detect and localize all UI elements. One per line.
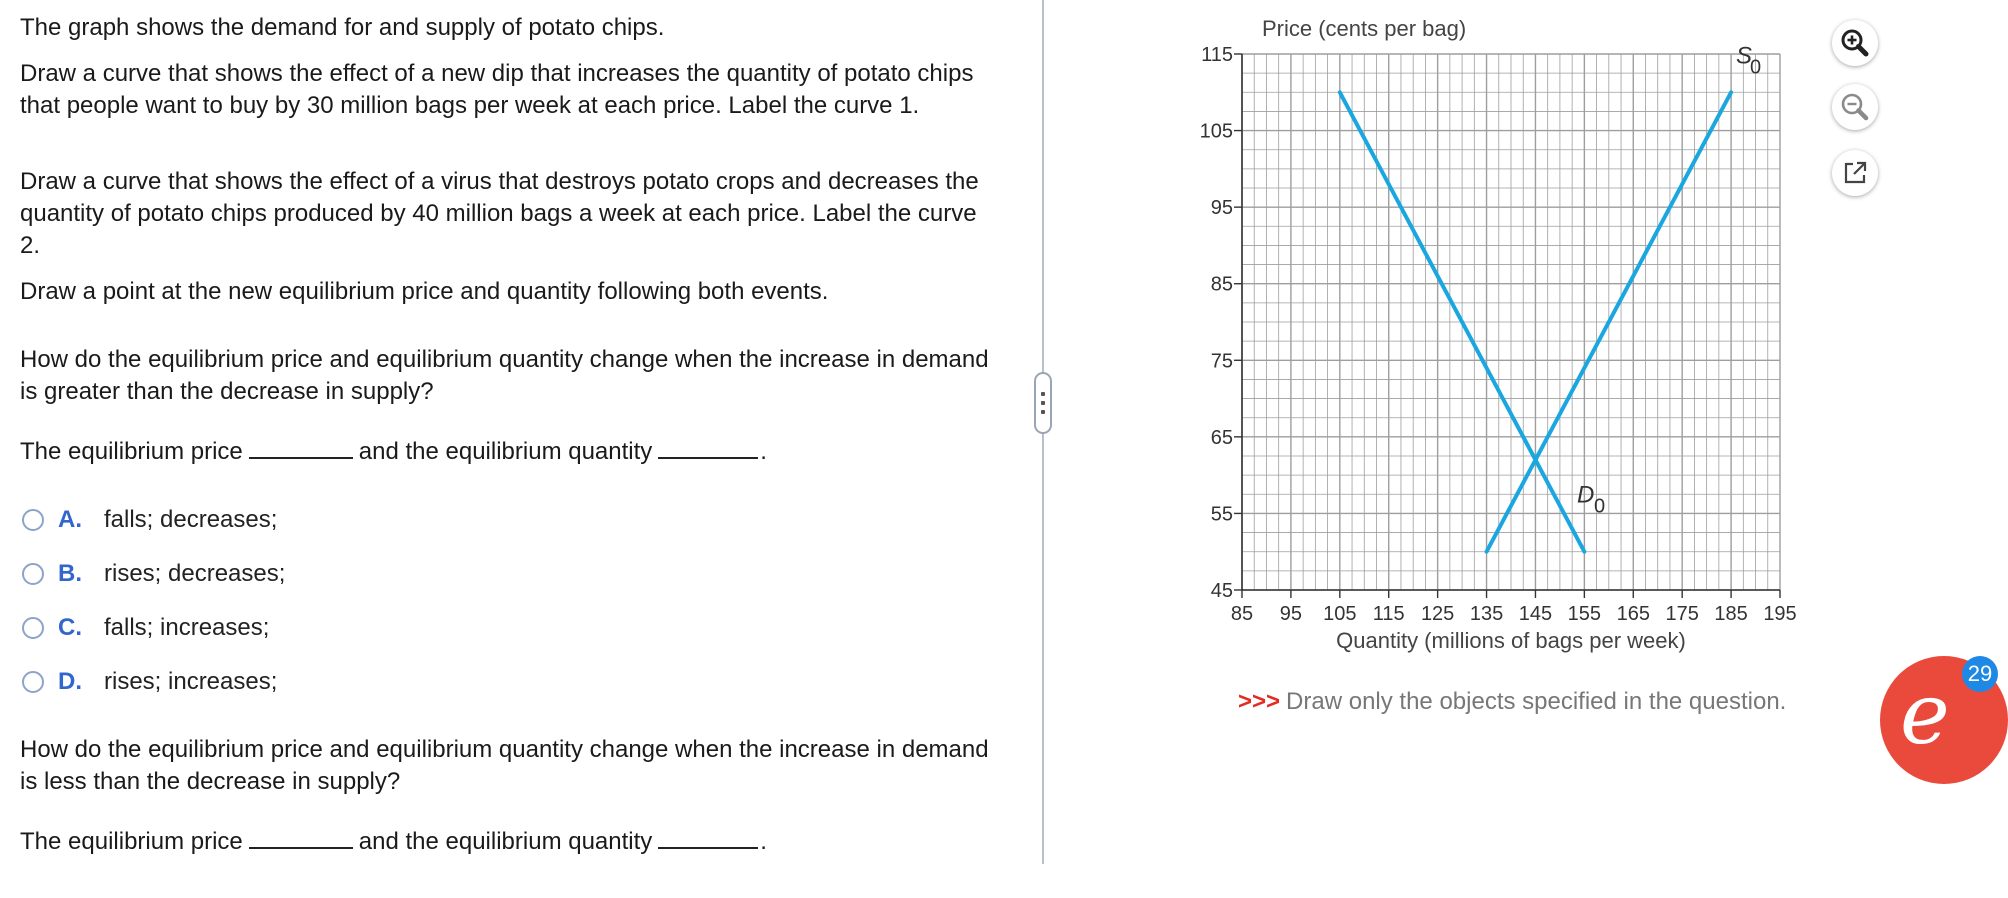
option-a-letter: A. xyxy=(58,506,82,533)
price-blank xyxy=(249,437,353,459)
fill-in-sentence-2 xyxy=(20,826,1010,858)
y-axis-title: Price (cents per bag) xyxy=(1262,16,1467,41)
x-tick-label: 105 xyxy=(1323,603,1357,625)
option-d-letter: D. xyxy=(58,668,82,695)
instruction-note xyxy=(1238,688,1786,716)
fill-text-end: . xyxy=(760,438,767,465)
fill-in-sentence-1 xyxy=(20,436,1010,468)
popout-icon xyxy=(1841,159,1869,187)
x-tick-label: 175 xyxy=(1665,603,1699,625)
task-2-text: Draw a curve that shows the effect of a virus that destroys potato crops and decreases the quantity of potato chips produced by 40 million bags a week at each price. Label the curve 2. xyxy=(20,168,979,259)
notification-count: 29 xyxy=(1962,656,1998,692)
resize-handle[interactable] xyxy=(1034,372,1052,434)
option-c-letter: C. xyxy=(58,614,82,641)
quantity-blank xyxy=(658,437,758,459)
option-b-label: rises; decreases; xyxy=(104,560,286,587)
x-axis-title: Quantity (millions of bags per week) xyxy=(1336,628,1686,653)
option-c-label: falls; increases; xyxy=(104,614,270,641)
x-tick-label: 115 xyxy=(1372,603,1405,625)
price-blank-2 xyxy=(249,827,353,849)
x-tick-label: 185 xyxy=(1714,603,1748,625)
supply-curve-subscript: 0 xyxy=(1749,56,1762,79)
y-tick-label: 55 xyxy=(1210,503,1233,526)
supply-curve-label: S xyxy=(1735,42,1752,70)
handle-dot xyxy=(1041,401,1045,405)
fill-text-price-2: The equilibrium price xyxy=(20,828,243,855)
option-a[interactable] xyxy=(22,502,277,538)
quantity-blank-2 xyxy=(658,827,758,849)
question-2-text: How do the equilibrium price and equilibrium quantity change when the increase in demand is less than the decrease in supply? xyxy=(20,736,989,795)
y-tick-label: 65 xyxy=(1210,426,1233,449)
handle-dot xyxy=(1041,410,1045,414)
y-tick-label: 45 xyxy=(1210,580,1233,602)
radio-button-b[interactable] xyxy=(22,563,44,585)
demand-curve-label: D xyxy=(1577,481,1595,509)
y-tick-label: 75 xyxy=(1210,350,1233,373)
zoom-in-button[interactable] xyxy=(1832,20,1878,66)
intro-text: The graph shows the demand for and supply of potato chips. xyxy=(20,14,665,41)
task-3-text: Draw a point at the new equilibrium price and quantity following both events. xyxy=(20,278,829,305)
option-a-label: falls; decreases; xyxy=(104,506,278,533)
zoom-out-icon xyxy=(1839,91,1871,123)
radio-button-a[interactable] xyxy=(22,509,44,531)
option-b-letter: B. xyxy=(58,560,82,587)
x-tick-label: 85 xyxy=(1230,603,1254,625)
zoom-in-icon xyxy=(1839,27,1871,59)
option-d[interactable] xyxy=(22,664,277,700)
supply-demand-graph[interactable] xyxy=(1180,0,1820,660)
x-tick-label: 135 xyxy=(1469,603,1504,625)
y-tick-label: 95 xyxy=(1210,197,1233,220)
radio-button-d[interactable] xyxy=(22,671,44,693)
demand-curve-subscript: 0 xyxy=(1594,495,1606,518)
y-tick-label: 105 xyxy=(1199,120,1233,143)
assistant-logo-icon: e xyxy=(1900,665,1950,763)
x-tick-label: 125 xyxy=(1420,603,1455,625)
option-b[interactable] xyxy=(22,556,285,592)
question-1-text: How do the equilibrium price and equilibrium quantity change when the increase in demand is greater than the decrease in supply? xyxy=(20,346,989,405)
zoom-out-button[interactable] xyxy=(1832,84,1878,130)
option-c[interactable] xyxy=(22,610,269,646)
y-tick-label: 85 xyxy=(1210,273,1233,296)
note-text: Draw only the objects specified in the question. xyxy=(1286,688,1787,715)
handle-dot xyxy=(1041,392,1045,396)
note-arrows: >>> xyxy=(1238,688,1281,715)
x-tick-label: 165 xyxy=(1616,603,1650,625)
radio-button-c[interactable] xyxy=(22,617,44,639)
fill-text-quantity: and the equilibrium quantity xyxy=(358,438,653,465)
x-tick-label: 95 xyxy=(1279,603,1303,625)
option-d-label: rises; increases; xyxy=(104,668,278,695)
x-tick-label: 155 xyxy=(1567,603,1602,625)
y-tick-label: 115 xyxy=(1201,44,1233,66)
popout-button[interactable] xyxy=(1832,150,1878,196)
x-tick-label: 195 xyxy=(1763,603,1797,625)
fill-text-end-2: . xyxy=(760,828,767,855)
fill-text-quantity-2: and the equilibrium quantity xyxy=(358,828,653,855)
fill-text-price: The equilibrium price xyxy=(20,438,243,465)
task-1-text: Draw a curve that shows the effect of a new dip that increases the quantity of potato chips that people want to buy by 30 million bags per week at each price. Label the curve 1. xyxy=(20,60,974,119)
x-tick-label: 145 xyxy=(1518,603,1553,625)
